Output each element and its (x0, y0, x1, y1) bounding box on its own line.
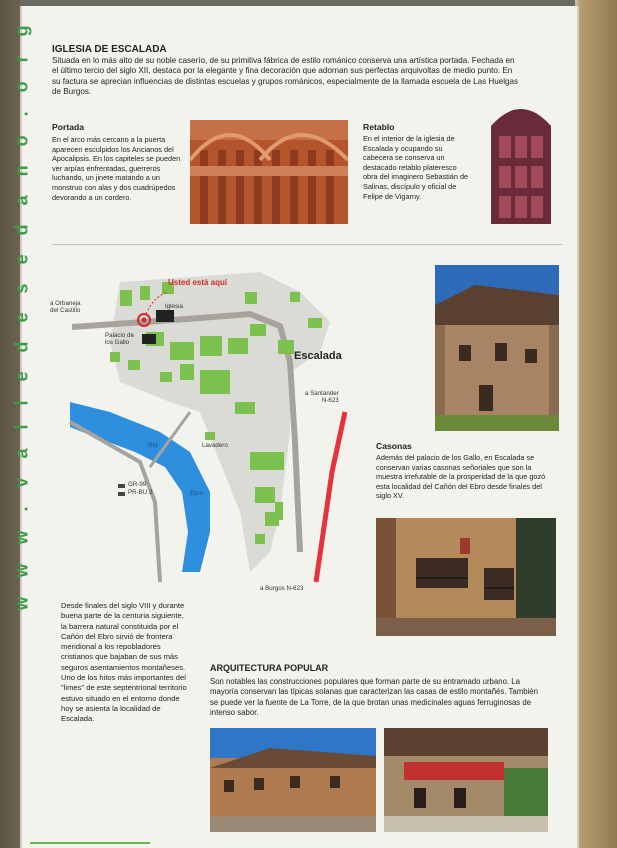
arquitectura-title: ARQUITECTURA POPULAR (210, 663, 329, 673)
church-intro-text: Situada en lo más alto de su noble caserío, de su primitiva fábrica de estilo románico conserva una artística portada. Fechada en el último tercio del siglo XII, destaca por la elegante y fina decoración que adornan sus perfectas arquivoltas de medio punto. En su factura se aprecian influencias de distintas escuelas y grupos románicos, especialmente de la llamada escuela de Las Huelgas de Burgos. (52, 56, 519, 96)
portada-title: Portada (52, 122, 84, 132)
popular-architecture-photo-1 (210, 728, 376, 832)
retablo-text: En el interior de la iglesia de Escalada y ocupando su cabecera se conserva un destacado retablo plateresco obra del imaginero Sebastián de Salinas, discípulo y oficial de Felipe de Vigarny. (363, 134, 469, 201)
section-divider (52, 244, 562, 245)
arquitectura-text: Son notables las construcciones populares que forman parte de su entramado urbano. La mayoría conservan las típicas solanas que caracterizan las casas de estilo montañés. También se puede ver la fuente de La Torre, de la que brotan unas medicinales aguas ferruginosas de intenso sabor. (210, 677, 538, 718)
you-are-here-label: Usted está aquí (168, 278, 228, 287)
river-label-ebro: Ebro (190, 490, 204, 497)
church-title: IGLESIA DE ESCALADA (52, 44, 167, 55)
portada-text: En el arco más cercano a la puerta aparecen esculpidos los Ancianos del Apocalipsis. En los capiteles se pueden ver arpías enfrentadas, guerreros luchando, un jinete matando a un monstruo con alas y dos cuadrúpedos devorando a un cordero. (52, 135, 181, 202)
casonas-title: Casonas (376, 441, 412, 451)
iglesia-label: Iglesia (165, 303, 183, 310)
casonas-photo (376, 518, 556, 636)
vertical-website-url (2, 18, 42, 620)
village-map (50, 252, 400, 592)
orbaneja-label: a Orbaneja del Castillo (50, 300, 81, 314)
palace-marker (142, 334, 156, 344)
bottom-green-bar (30, 842, 150, 844)
town-label: Escalada (294, 350, 342, 362)
retablo-photo (481, 96, 561, 224)
palace-photo (435, 265, 559, 431)
lavadero-label: Lavadero (202, 442, 228, 449)
burgos-label: a Burgos N-623 (260, 585, 304, 592)
history-text: Desde finales del siglo VIII y durante buena parte de la centuria siguiente, la barrera natural constituida por el Cañón del Ebro sirvió de frontera meridional a los repobladores cristianos que bajaban de sus más seguros asentamientos montañeses. Uno de los hitos más importantes del "limes" de este septentrional territorio estuvo situado en el entorno donde hoy se asienta la localidad de Escalada. (61, 601, 187, 724)
church-marker (156, 310, 174, 322)
santander-label: a Santander N-623 (305, 390, 339, 404)
red-road (316, 412, 345, 582)
casonas-text: Además del palacio de los Gallo, en Escalada se conservan varias casonas señoriales que son la muestra irrefutable de la prosperidad de la que gozó esta localidad del Cañón del Ebro desde finales del siglo XV. (376, 453, 546, 501)
popular-architecture-photo-2 (384, 728, 548, 832)
portada-photo (190, 120, 348, 224)
river-label-rio: Río (148, 442, 158, 449)
palacio-label: Palacio de los Gallo (105, 332, 134, 346)
retablo-title: Retablo (363, 122, 395, 132)
website-url-text: w w w . v a l l e d e s e d a n o . o r g (11, 18, 32, 611)
gr99-label: GR-99 (128, 481, 147, 488)
prbu2-label: PR-BU 2 (128, 489, 153, 496)
